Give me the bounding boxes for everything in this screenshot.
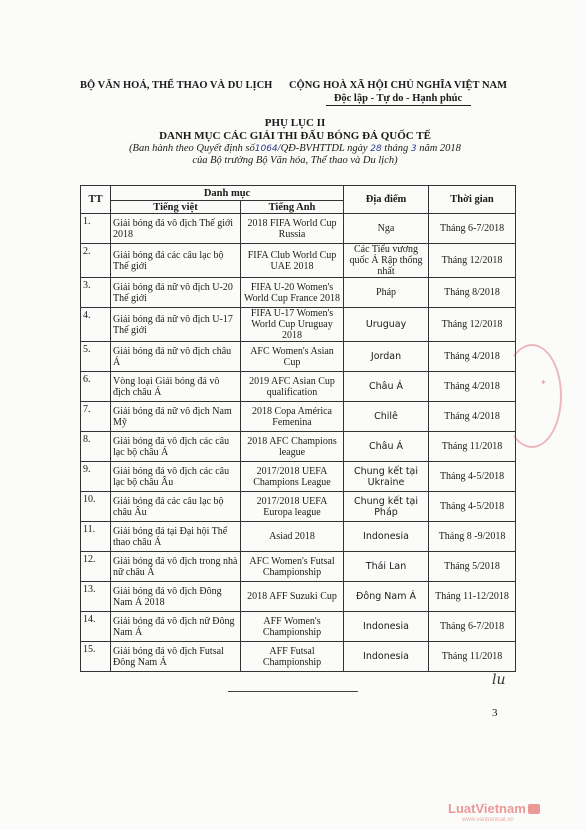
- tournament-name-vietnamese: Giải bóng đá tại Đại hội Thể thao châu Á: [111, 522, 241, 552]
- page-number: 3: [492, 707, 498, 719]
- tournament-table: [80, 185, 516, 672]
- national-motto: Độc lập - Tự do - Hạnh phúc: [333, 93, 463, 104]
- republic-header: [288, 80, 508, 106]
- header-venue: Địa điểm: [344, 186, 429, 214]
- appendix-title: PHỤ LỤC II: [264, 117, 326, 129]
- row-number: 3.: [81, 278, 111, 308]
- row-number: 10.: [81, 492, 111, 522]
- watermark-url: www.vanbanluat.vn: [462, 817, 514, 823]
- watermark-logo: [448, 801, 540, 816]
- tournament-time: Tháng 4-5/2018: [429, 492, 516, 522]
- tournament-time: Tháng 6-7/2018: [429, 214, 516, 244]
- initial-signature: lu: [492, 672, 506, 688]
- tournament-venue: Chung kết tại Pháp: [344, 492, 429, 522]
- tournament-name-english: Asiad 2018: [241, 522, 344, 552]
- tournament-time: Tháng 11/2018: [429, 432, 516, 462]
- tournament-name-english: 2018 AFC Champions league: [241, 432, 344, 462]
- tournament-name-vietnamese: Giải bóng đá nữ vô địch châu Á: [111, 342, 241, 372]
- tournament-name-english: 2018 AFF Suzuki Cup: [241, 582, 344, 612]
- tournament-venue: Nga: [344, 214, 429, 244]
- header-vietnamese: Tiếng việt: [111, 201, 241, 214]
- table-row: [81, 552, 516, 582]
- table-body: [81, 214, 516, 672]
- table-row: [81, 342, 516, 372]
- tournament-time: Tháng 5/2018: [429, 552, 516, 582]
- tournament-time: Tháng 6-7/2018: [429, 612, 516, 642]
- tournament-venue: Indonesia: [344, 522, 429, 552]
- list-title: DANH MỤC CÁC GIẢI THI ĐẤU BÓNG ĐÁ QUỐC TẾ: [159, 130, 431, 142]
- row-number: 4.: [81, 308, 111, 342]
- tournament-name-english: 2018 FIFA World Cup Russia: [241, 214, 344, 244]
- row-number: 15.: [81, 642, 111, 672]
- table-row: [81, 492, 516, 522]
- issuance-mid: /QĐ-BVHTTDL ngày: [277, 143, 368, 154]
- tournament-time: Tháng 12/2018: [429, 244, 516, 278]
- table-row: [81, 372, 516, 402]
- row-number: 6.: [81, 372, 111, 402]
- tournament-venue: Chung kết tại Ukraine: [344, 462, 429, 492]
- row-number: 7.: [81, 402, 111, 432]
- stamp-mark: ✦: [540, 378, 547, 387]
- tournament-name-vietnamese: Giải bóng đá vô địch Futsal Đông Nam Á: [111, 642, 241, 672]
- tournament-name-english: FIFA U-17 Women's World Cup Uruguay 2018: [241, 308, 344, 342]
- header-category: Danh mục: [111, 186, 344, 201]
- tournament-name-english: AFF Futsal Championship: [241, 642, 344, 672]
- tournament-venue: Châu Á: [344, 432, 429, 462]
- watermark-brand: LuatVietnam: [448, 801, 526, 816]
- watermark-logo-icon: [528, 804, 540, 814]
- tournament-name-english: 2017/2018 UEFA Europa league: [241, 492, 344, 522]
- tournament-name-vietnamese: Giải bóng đá các câu lạc bộ châu Âu: [111, 492, 241, 522]
- tournament-name-english: 2017/2018 UEFA Champions League: [241, 462, 344, 492]
- tournament-name-english: 2019 AFC Asian Cup qualification: [241, 372, 344, 402]
- table-row: [81, 402, 516, 432]
- tournament-name-english: AFC Women's Asian Cup: [241, 342, 344, 372]
- issuer-line: của Bộ trưởng Bộ Văn hóa, Thể thao và Du lịch): [192, 155, 398, 166]
- tournament-venue: Pháp: [344, 278, 429, 308]
- tournament-time: Tháng 11-12/2018: [429, 582, 516, 612]
- tournament-venue: Đông Nam Á: [344, 582, 429, 612]
- tournament-time: Tháng 4/2018: [429, 402, 516, 432]
- tournament-name-vietnamese: Giải bóng đá nữ vô địch U-17 Thế giới: [111, 308, 241, 342]
- tournament-name-vietnamese: Giải bóng đá các câu lạc bộ Thế giới: [111, 244, 241, 278]
- tournament-name-english: FIFA U-20 Women's World Cup France 2018: [241, 278, 344, 308]
- tournament-name-vietnamese: Giải bóng đá vô địch các câu lạc bộ châu Âu: [111, 462, 241, 492]
- tournament-name-vietnamese: Giải bóng đá vô địch Đông Nam Á 2018: [111, 582, 241, 612]
- table-row: [81, 642, 516, 672]
- tournament-name-english: AFC Women's Futsal Championship: [241, 552, 344, 582]
- table-row: [81, 522, 516, 552]
- tournament-time: Tháng 11/2018: [429, 642, 516, 672]
- tournament-name-vietnamese: Giải bóng đá vô địch nữ Đông Nam Á: [111, 612, 241, 642]
- tournament-time: Tháng 12/2018: [429, 308, 516, 342]
- footer-divider: [228, 691, 358, 692]
- tournament-time: Tháng 4/2018: [429, 372, 516, 402]
- tournament-time: Tháng 4-5/2018: [429, 462, 516, 492]
- title-block: [80, 117, 510, 166]
- tournament-venue: Indonesia: [344, 642, 429, 672]
- tournament-name-vietnamese: Vòng loại Giải bóng đá vô địch châu Á: [111, 372, 241, 402]
- issuance-line: [80, 143, 510, 154]
- row-number: 5.: [81, 342, 111, 372]
- red-seal-stamp: [502, 344, 562, 448]
- table-row: [81, 278, 516, 308]
- tournament-venue: Jordan: [344, 342, 429, 372]
- table-row: [81, 244, 516, 278]
- tournament-venue: Các Tiểu vương quốc Ả Rập thống nhất: [344, 244, 429, 278]
- tournament-name-vietnamese: Giải bóng đá vô địch các câu lạc bộ châu Á: [111, 432, 241, 462]
- row-number: 14.: [81, 612, 111, 642]
- tournament-venue: Châu Á: [344, 372, 429, 402]
- tournament-venue: Chilê: [344, 402, 429, 432]
- tournament-name-vietnamese: Giải bóng đá nữ vô địch Nam Mỹ: [111, 402, 241, 432]
- ministry-name: BỘ VĂN HOÁ, THỂ THAO VÀ DU LỊCH: [80, 80, 273, 91]
- table-row: [81, 462, 516, 492]
- tournament-venue: Indonesia: [344, 612, 429, 642]
- table-row: [81, 432, 516, 462]
- tournament-time: Tháng 8/2018: [429, 278, 516, 308]
- tournament-time: Tháng 4/2018: [429, 342, 516, 372]
- row-number: 8.: [81, 432, 111, 462]
- tournament-venue: Uruguay: [344, 308, 429, 342]
- tournament-name-english: 2018 Copa América Femenina: [241, 402, 344, 432]
- tournament-venue: Thái Lan: [344, 552, 429, 582]
- month-prefix: tháng: [384, 143, 409, 154]
- row-number: 1.: [81, 214, 111, 244]
- tournament-time: Tháng 8 -9/2018: [429, 522, 516, 552]
- row-number: 12.: [81, 552, 111, 582]
- decision-number: 1064: [254, 144, 278, 154]
- row-number: 11.: [81, 522, 111, 552]
- header-tt: TT: [81, 186, 111, 214]
- issue-day: 28: [370, 144, 382, 154]
- table-row: [81, 308, 516, 342]
- row-number: 13.: [81, 582, 111, 612]
- header-time: Thời gian: [429, 186, 516, 214]
- tournament-name-vietnamese: Giải bóng đá vô địch trong nhà nữ châu Á: [111, 552, 241, 582]
- issuance-prefix: (Ban hành theo Quyết định số: [129, 143, 255, 154]
- table-row: [81, 582, 516, 612]
- row-number: 9.: [81, 462, 111, 492]
- header-english: Tiếng Anh: [241, 201, 344, 214]
- row-number: 2.: [81, 244, 111, 278]
- motto-underline: [326, 105, 471, 106]
- republic-name: CỘNG HOÀ XÃ HỘI CHỦ NGHĨA VIỆT NAM: [288, 80, 508, 91]
- tournament-name-english: AFF Women's Championship: [241, 612, 344, 642]
- issue-month: 3: [410, 144, 417, 154]
- table-row: [81, 214, 516, 244]
- table-row: [81, 612, 516, 642]
- issue-year: năm 2018: [419, 143, 461, 154]
- tournament-name-vietnamese: Giải bóng đá vô địch Thế giới 2018: [111, 214, 241, 244]
- tournament-name-vietnamese: Giải bóng đá nữ vô địch U-20 Thế giới: [111, 278, 241, 308]
- tournament-name-english: FIFA Club World Cup UAE 2018: [241, 244, 344, 278]
